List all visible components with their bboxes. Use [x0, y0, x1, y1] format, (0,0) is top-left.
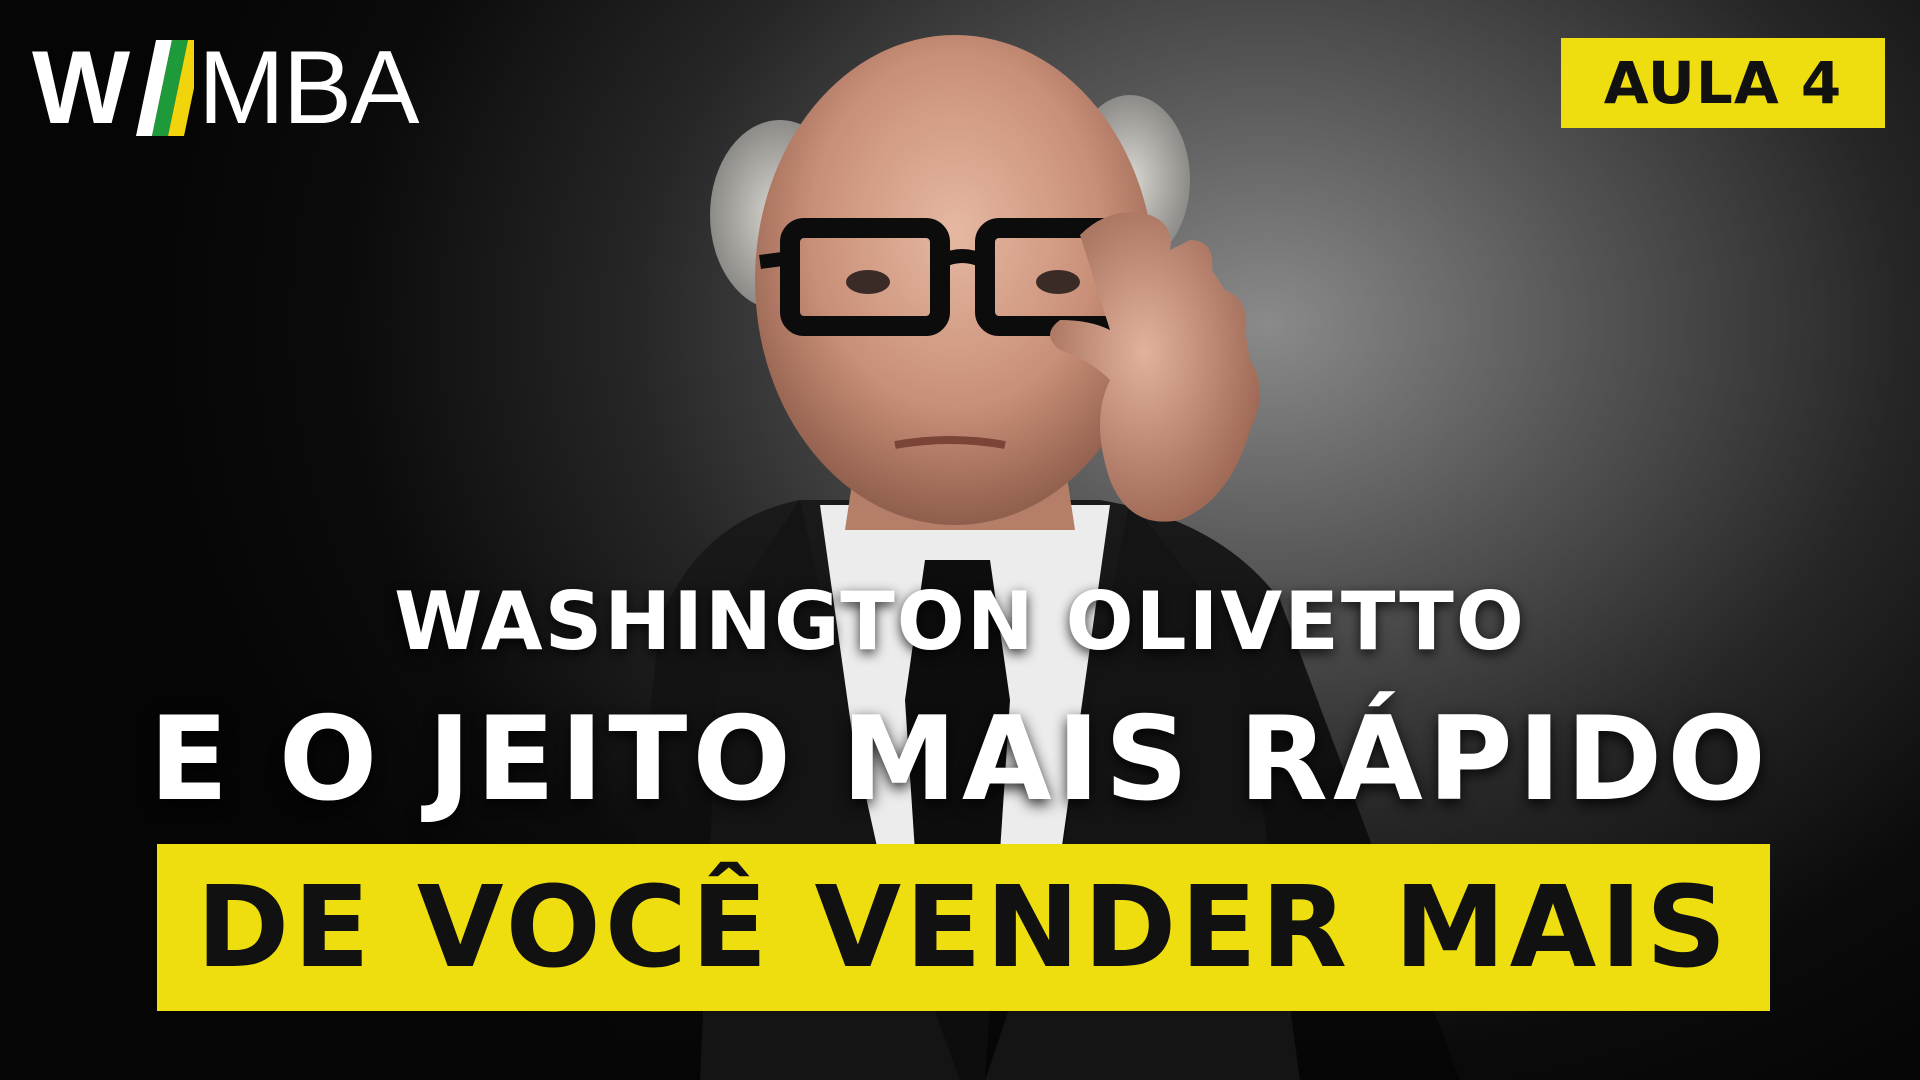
lesson-badge	[1561, 38, 1885, 128]
wmba-logo	[32, 30, 418, 146]
logo-flag-stripes-icon	[128, 40, 194, 136]
headline-highlight-box	[157, 844, 1770, 1011]
headline-line-1: E O JEITO MAIS RÁPIDO	[149, 692, 1771, 827]
logo-suffix: MBA	[198, 30, 418, 146]
speaker-name: WASHINGTON OLIVETTO	[394, 575, 1526, 668]
logo-letter: W	[32, 30, 127, 146]
headline-line-2: DE VOCÊ VENDER MAIS	[196, 862, 1731, 993]
lesson-badge-label: AULA 4	[1603, 49, 1843, 117]
